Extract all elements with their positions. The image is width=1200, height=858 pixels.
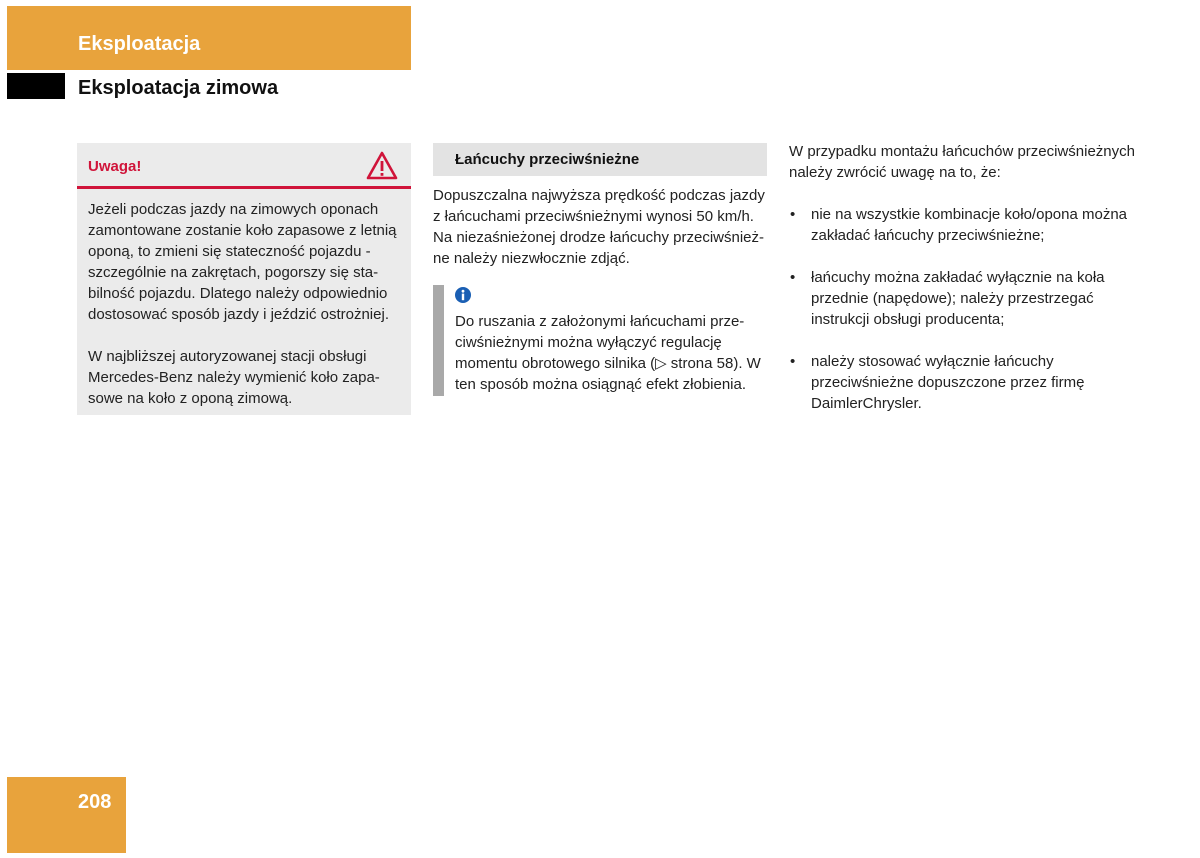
section-header-bar: [7, 6, 411, 70]
page-number-box: [7, 777, 126, 853]
warning-triangle-icon: [366, 151, 398, 181]
warning-paragraph: W najbliższej autoryzowanej stacji obsługi Mercedes-Benz należy wymienić koło zapasowe na koło z oponą zimową.: [88, 348, 380, 407]
chains-heading: Łańcuchy przeciwśnieżne: [455, 151, 640, 168]
list-item: [789, 267, 1139, 330]
list-item-text: łańcuchy można zakładać wyłącznie na koła przednie (napędowe); należy przestrzegać instrukcji obsługi producenta;: [811, 269, 1105, 328]
section-title: Eksploatacja: [78, 33, 201, 55]
warning-body: [88, 199, 406, 430]
chains-section: [433, 143, 767, 269]
page-title: Eksploatacja zimowa: [78, 77, 279, 99]
warning-paragraph: Jeżeli podczas jazdy na zimowych oponach zamontowane zostanie koło zapasowe z letnią oponą, to zmieni się stateczność pojazdu - szczególnie na zakrętach, pogorszy się stabilność pojazdu. Dlatego należy odpowiednio dostosować sposób jazdy i jeździć ostrożniej.: [88, 201, 397, 323]
info-bar: [433, 285, 444, 396]
list-item: [789, 351, 1139, 414]
chains-paragraph: Dopuszczalna najwyższa prędkość podczas jazdy z łańcuchami przeciwśnieżnymi wynosi 50 km/h. Na niezaśnieżonej drodze łańcuchy przeciwśnieżne należy niezwłocznie zdjąć.: [433, 187, 765, 267]
bullet-icon: •: [790, 269, 796, 286]
info-note: [433, 285, 769, 396]
warning-box: [77, 143, 411, 415]
page-number: 208: [78, 791, 112, 813]
list-item: [789, 204, 1139, 246]
list-item-text: należy stosować wyłącznie łańcuchy przeciwśnieżne dopuszczone przez firmę DaimlerChrysler.: [811, 353, 1085, 412]
bullet-icon: •: [790, 206, 796, 223]
bullet-icon: •: [790, 353, 796, 370]
mounting-list: [789, 204, 1139, 414]
mounting-intro: W przypadku montażu łańcuchów przeciwśnieżnych należy zwrócić uwagę na to, że:: [789, 143, 1135, 181]
warning-label: Uwaga!: [88, 158, 142, 175]
info-text: Do ruszania z założonymi łańcuchami przeciwśnieżnymi można wyłączyć regulację momentu obrotowego silnika (▷ strona 58). W ten sposób można osiągnąć efekt złobienia.: [455, 313, 761, 393]
mounting-section: [789, 141, 1139, 414]
info-icon: [455, 287, 471, 303]
title-marker-bar: [7, 73, 65, 99]
warning-header: [77, 143, 411, 189]
list-item-text: nie na wszystkie kombinacje koło/opona można zakładać łańcuchy przeciwśnieżne;: [811, 206, 1128, 244]
chains-heading-bar: [433, 143, 767, 176]
